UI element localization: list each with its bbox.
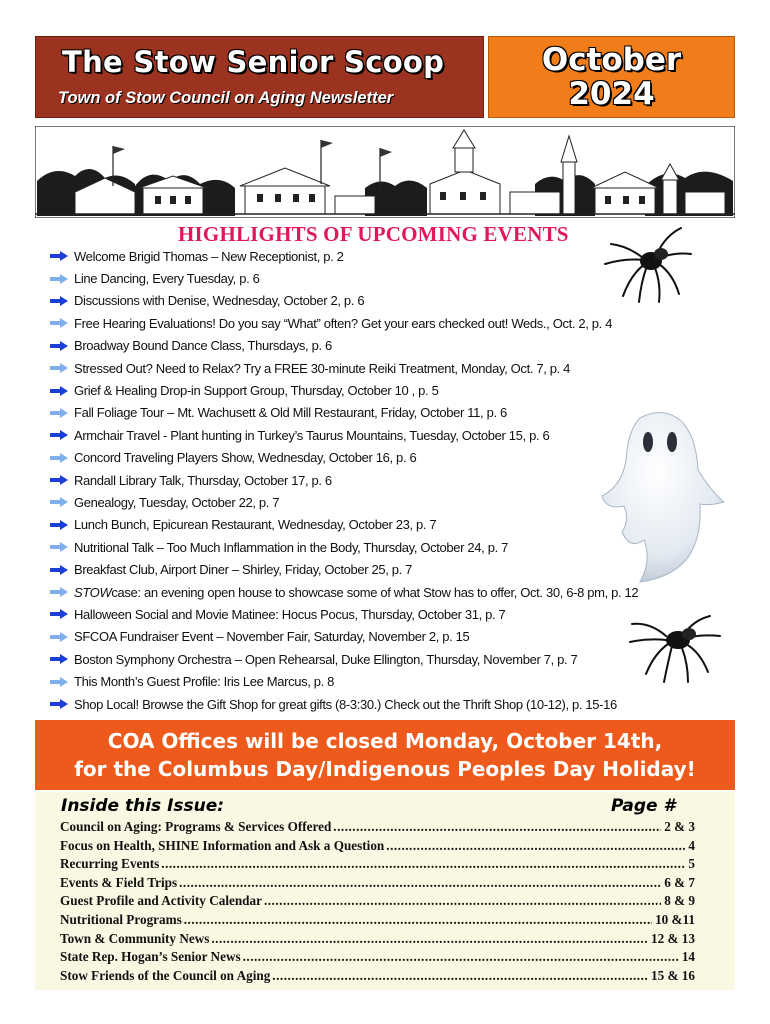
toc-entry-page: 10 &11 (655, 911, 695, 927)
arrow-bullet-icon (50, 632, 68, 642)
arrow-bullet-icon (50, 497, 68, 507)
newsletter-subtitle: Town of Stow Council on Aging Newsletter (58, 89, 394, 107)
toc-entry[interactable] (60, 838, 695, 857)
arrow-bullet-icon (50, 520, 68, 530)
toc-leader-dots (272, 968, 648, 984)
arrow-bullet-icon (50, 587, 68, 597)
highlight-item (50, 312, 730, 334)
highlight-text (74, 674, 334, 689)
highlight-body: Grief & Healing Drop-in Support Group, Thursday, October 10 , p. 5 (74, 383, 439, 399)
newsletter-title-block (35, 36, 484, 118)
highlight-item (50, 357, 730, 379)
highlight-text (74, 473, 332, 488)
arrow-bullet-icon (50, 699, 68, 709)
toc-entry-title: Nutritional Programs (60, 911, 182, 927)
toc-entry-page: 8 & 9 (664, 893, 695, 909)
issue-month: October (541, 42, 682, 78)
highlight-text (74, 517, 436, 532)
highlight-item (50, 379, 730, 401)
toc-entry[interactable] (60, 819, 695, 838)
toc-entry-page: 12 & 13 (651, 930, 695, 946)
toc-entry[interactable] (60, 912, 695, 931)
spider-icon (603, 224, 693, 304)
toc-entry-page: 5 (688, 856, 695, 872)
table-of-contents (35, 792, 735, 990)
toc-list (60, 819, 695, 986)
highlight-text (74, 629, 469, 644)
highlight-text (74, 607, 505, 622)
highlight-body: Halloween Social and Movie Matinee: Hocus Pocus, Thursday, October 31, p. 7 (74, 606, 506, 622)
toc-entry-title: State Rep. Hogan’s Senior News (60, 949, 241, 965)
highlight-text (74, 652, 577, 667)
highlight-body: Breakfast Club, Airport Diner – Shirley, Friday, October 25, p. 7 (74, 562, 413, 578)
highlight-text (74, 540, 508, 555)
arrow-bullet-icon (50, 341, 68, 351)
arrow-bullet-icon (50, 542, 68, 552)
toc-entry-title: Recurring Events (60, 856, 160, 872)
toc-leader-dots (211, 931, 648, 947)
toc-entry-page: 4 (688, 837, 695, 853)
highlight-body: Free Hearing Evaluations! Do you say “What” often? Get your ears checked out! Weds., Oct. 2, p. 4 (74, 315, 613, 331)
highlight-body: Broadway Bound Dance Class, Thursdays, p. 6 (74, 338, 332, 354)
closure-line-2: for the Columbus Day/Indigenous Peoples Day Holiday! (74, 757, 696, 781)
highlight-item (50, 693, 730, 715)
toc-leader-dots (243, 949, 679, 965)
toc-entry-page: 15 & 16 (651, 967, 695, 983)
toc-leader-dots (161, 856, 685, 872)
toc-entry-page: 6 & 7 (664, 874, 695, 890)
highlight-text (74, 338, 332, 353)
toc-entry-title: Events & Field Trips (60, 874, 178, 890)
highlight-body: Fall Foliage Tour – Mt. Wachusett & Old Mill Restaurant, Friday, October 11, p. 6 (74, 405, 507, 421)
highlight-text (74, 383, 438, 398)
highlight-text (74, 428, 549, 443)
highlight-body: Discussions with Denise, Wednesday, October 2, p. 6 (74, 293, 365, 309)
highlight-text (74, 405, 507, 420)
toc-entry-title: Council on Aging: Programs & Services Offered (60, 819, 332, 834)
arrow-bullet-icon (50, 318, 68, 328)
issue-year: 2024 (568, 76, 655, 112)
town-skyline-illustration (35, 126, 735, 218)
toc-entry[interactable] (60, 968, 695, 987)
arrow-bullet-icon (50, 386, 68, 396)
toc-entry-page: 14 (681, 949, 695, 965)
toc-entry[interactable] (60, 856, 695, 875)
toc-entry-title: Guest Profile and Activity Calendar (60, 893, 262, 909)
highlight-text (74, 361, 570, 376)
highlight-body: Lunch Bunch, Epicurean Restaurant, Wednesday, October 23, p. 7 (74, 517, 437, 533)
highlight-text (74, 495, 279, 510)
newsletter-title: The Stow Senior Scoop (62, 45, 445, 79)
toc-entry-page: 2 & 3 (664, 819, 695, 834)
masthead (35, 36, 735, 118)
arrow-bullet-icon (50, 654, 68, 664)
arrow-bullet-icon (50, 274, 68, 284)
highlight-body: Armchair Travel - Plant hunting in Turkey’s Taurus Mountains, Tuesday, October 15, p. 6 (74, 427, 550, 443)
closure-line-1: COA Offices will be closed Monday, October 14th, (107, 729, 663, 753)
highlight-body: Boston Symphony Orchestra – Open Rehearsal, Duke Ellington, Thursday, November 7, p. 7 (74, 651, 578, 667)
highlight-body: Randall Library Talk, Thursday, October 17, p. 6 (74, 472, 332, 488)
highlight-text (74, 562, 412, 577)
toc-leader-dots (179, 875, 661, 891)
arrow-bullet-icon (50, 363, 68, 373)
highlight-emphasis: STOW (74, 584, 112, 600)
arrow-bullet-icon (50, 609, 68, 619)
arrow-bullet-icon (50, 565, 68, 575)
highlight-body: SFCOA Fundraiser Event – November Fair, Saturday, November 2, p. 15 (74, 629, 470, 645)
office-closure-banner (35, 720, 735, 790)
highlights-heading: HIGHLIGHTS OF UPCOMING EVENTS (178, 222, 569, 246)
highlight-text (74, 697, 617, 712)
arrow-bullet-icon (50, 677, 68, 687)
highlight-body: Welcome Brigid Thomas – New Receptionist, p. 2 (74, 248, 344, 264)
highlight-body: Stressed Out? Need to Relax? Try a FREE 30-minute Reiki Treatment, Monday, Oct. 7, p. 4 (74, 360, 571, 376)
toc-leader-dots (184, 912, 652, 928)
toc-entry[interactable] (60, 875, 695, 894)
toc-entry[interactable] (60, 949, 695, 968)
toc-heading: Inside this Issue: (61, 796, 225, 816)
arrow-bullet-icon (50, 430, 68, 440)
highlight-item (50, 335, 730, 357)
highlight-body: Genealogy, Tuesday, October 22, p. 7 (74, 494, 280, 510)
highlight-text (74, 450, 416, 465)
toc-entry[interactable] (60, 931, 695, 950)
ghost-icon (600, 410, 725, 585)
toc-leader-dots (264, 893, 661, 909)
highlight-text (74, 585, 638, 600)
highlight-text (74, 293, 364, 308)
issue-date-block (488, 36, 735, 118)
highlight-text (74, 316, 612, 331)
arrow-bullet-icon (50, 296, 68, 306)
toc-leader-dots (386, 838, 685, 854)
spider-icon (628, 612, 723, 684)
toc-entry-title: Focus on Health, SHINE Information and Ask a Question (60, 837, 385, 853)
arrow-bullet-icon (50, 408, 68, 418)
arrow-bullet-icon (50, 251, 68, 261)
highlight-body: Line Dancing, Every Tuesday, p. 6 (74, 271, 260, 287)
highlight-body: Concord Traveling Players Show, Wednesday, October 16, p. 6 (74, 450, 417, 466)
highlight-body: case: an evening open house to showcase some of what Stow has to offer, Oct. 30, 6-8 pm, p. 12 (111, 584, 639, 600)
toc-entry-title: Stow Friends of the Council on Aging (60, 967, 271, 983)
highlight-body: Shop Local! Browse the Gift Shop for great gifts (8-3:30.) Check out the Thrift Shop (10-12), p. 15-16 (74, 696, 617, 712)
toc-leader-dots (333, 819, 661, 835)
highlight-body: This Month’s Guest Profile: Iris Lee Marcus, p. 8 (74, 674, 335, 690)
toc-entry[interactable] (60, 893, 695, 912)
highlight-text (74, 271, 260, 286)
highlight-body: Nutritional Talk – Too Much Inflammation in the Body, Thursday, October 24, p. 7 (74, 539, 508, 555)
arrow-bullet-icon (50, 475, 68, 485)
arrow-bullet-icon (50, 453, 68, 463)
toc-entry-title: Town & Community News (60, 930, 210, 946)
highlight-text (74, 249, 344, 264)
toc-page-heading: Page # (611, 796, 676, 816)
